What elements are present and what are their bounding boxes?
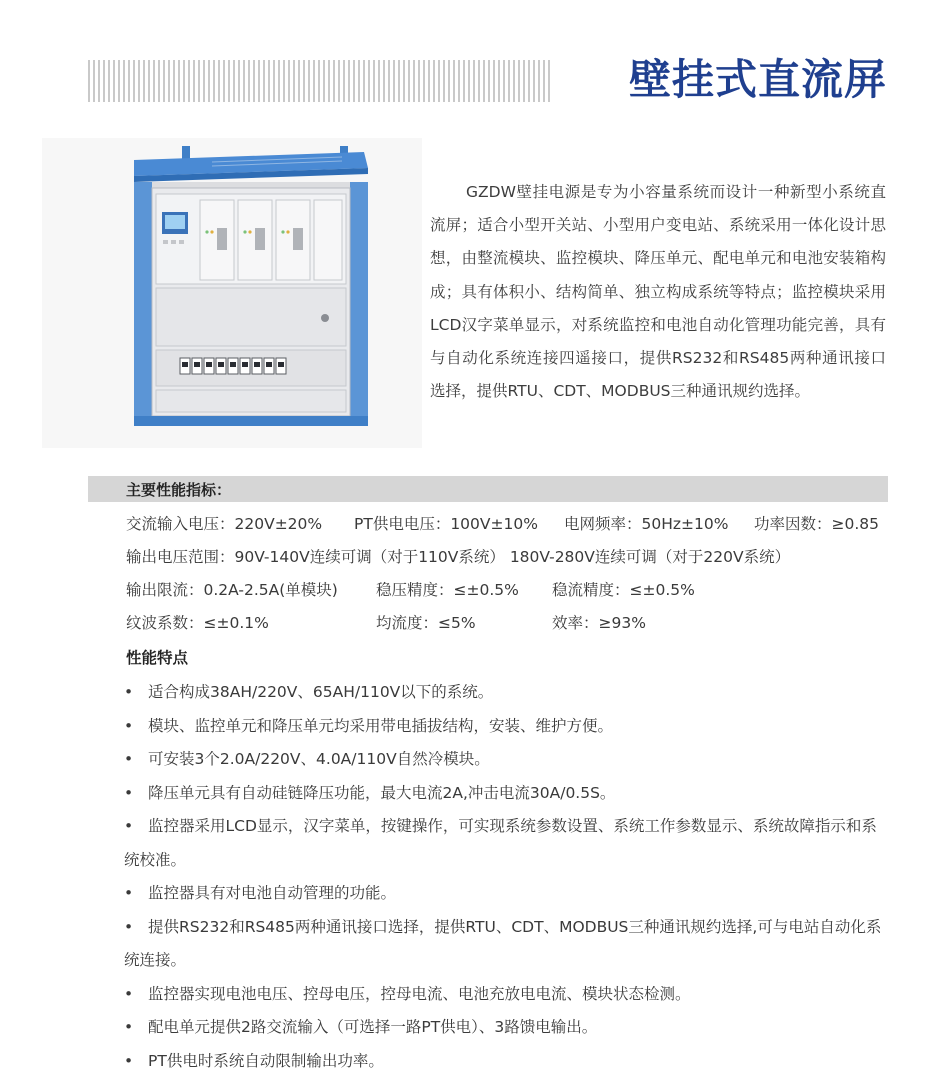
spec-voltage-precision: 稳压精度：≤±0.5% <box>376 578 519 600</box>
list-item: • 监控器具有对电池自动管理的功能。 <box>124 877 884 911</box>
bullet-icon: • <box>124 1011 133 1045</box>
features-heading: 性能特点 <box>126 646 188 668</box>
list-item: • 模块、监控单元和降压单元均采用带电插拔结构，安装、维护方便。 <box>124 710 884 744</box>
list-item: • 监控器实现电池电压、控母电压，控母电流、电池充放电电流、模块状态检测。 <box>124 978 884 1012</box>
list-item: • 监控器采用LCD显示，汉字菜单，按键操作，可实现系统参数设置、系统工作参数显示、系统故障指示和系统校准。 <box>124 810 884 877</box>
bullet-icon: • <box>124 676 133 710</box>
decorative-stripes <box>88 60 550 102</box>
list-item: • PT供电时系统自动限制输出功率。 <box>124 1045 884 1078</box>
features-list <box>124 676 884 1078</box>
list-item: • 提供RS232和RS485两种通讯接口选择，提供RTU、CDT、MODBUS三种通讯规约选择,可与电站自动化系统连接。 <box>124 911 884 978</box>
spec-efficiency: 效率：≥93% <box>552 611 646 633</box>
specs-heading: 主要性能指标： <box>126 479 231 500</box>
bullet-icon: • <box>124 810 148 844</box>
bullet-icon: • <box>124 978 133 1012</box>
bullet-icon: • <box>124 777 133 811</box>
intro-text <box>430 176 886 408</box>
bullet-icon: • <box>124 1045 133 1078</box>
spec-current-sharing: 均流度：≤5% <box>376 611 476 633</box>
list-item: • 降压单元具有自动硅链降压功能，最大电流2A,冲击电流30A/0.5S。 <box>124 777 884 811</box>
spec-ac-input: 交流输入电压：220V±20% <box>126 512 322 534</box>
intro-paragraph: GZDW壁挂电源是专为小容量系统而设计一种新型小系统直流屏；适合小型开关站、小型用户变电站、系统采用一体化设计思想，由整流模块、监控模块、降压单元、配电单元和电池安装箱构成；具有体积小、结构简单、独立构成系统等特点；监控模块采用LCD汉字菜单显示，对系统监控和电池自动化管理功能完善，具有与自动化系统连接四遥接口，提供RS232和RS485两种通讯接口选择，提供RTU、CDT、MODBUS三种通讯规约选择。 <box>430 176 886 408</box>
bullet-icon: • <box>124 911 148 945</box>
bullet-icon: • <box>124 743 133 777</box>
product-photo <box>42 138 422 448</box>
list-item: • 适合构成38AH/220V、65AH/110V以下的系统。 <box>124 676 884 710</box>
spec-current-precision: 稳流精度：≤±0.5% <box>552 578 695 600</box>
spec-ripple: 纹波系数：≤±0.1% <box>126 611 269 633</box>
wall-mounted-dc-cabinet-icon <box>42 138 422 448</box>
spec-output-range: 输出电压范围：90V-140V连续可调（对于110V系统） 180V-280V连续可调（对于220V系统） <box>126 545 790 567</box>
specs-heading-bar <box>88 476 888 502</box>
spec-frequency: 电网频率：50Hz±10% <box>564 512 728 534</box>
list-item: • 配电单元提供2路交流输入（可选择一路PT供电）、3路馈电输出。 <box>124 1011 884 1045</box>
list-item: • 可安装3个2.0A/220V、4.0A/110V自然冷模块。 <box>124 743 884 777</box>
bullet-icon: • <box>124 877 133 911</box>
spec-pt-supply: PT供电电压：100V±10% <box>354 512 538 534</box>
spec-current-limit: 输出限流：0.2A-2.5A(单模块) <box>126 578 338 600</box>
bullet-icon: • <box>124 710 133 744</box>
spec-power-factor: 功率因数：≥0.85 <box>754 512 879 534</box>
page-title: 壁挂式直流屏 <box>629 52 887 108</box>
